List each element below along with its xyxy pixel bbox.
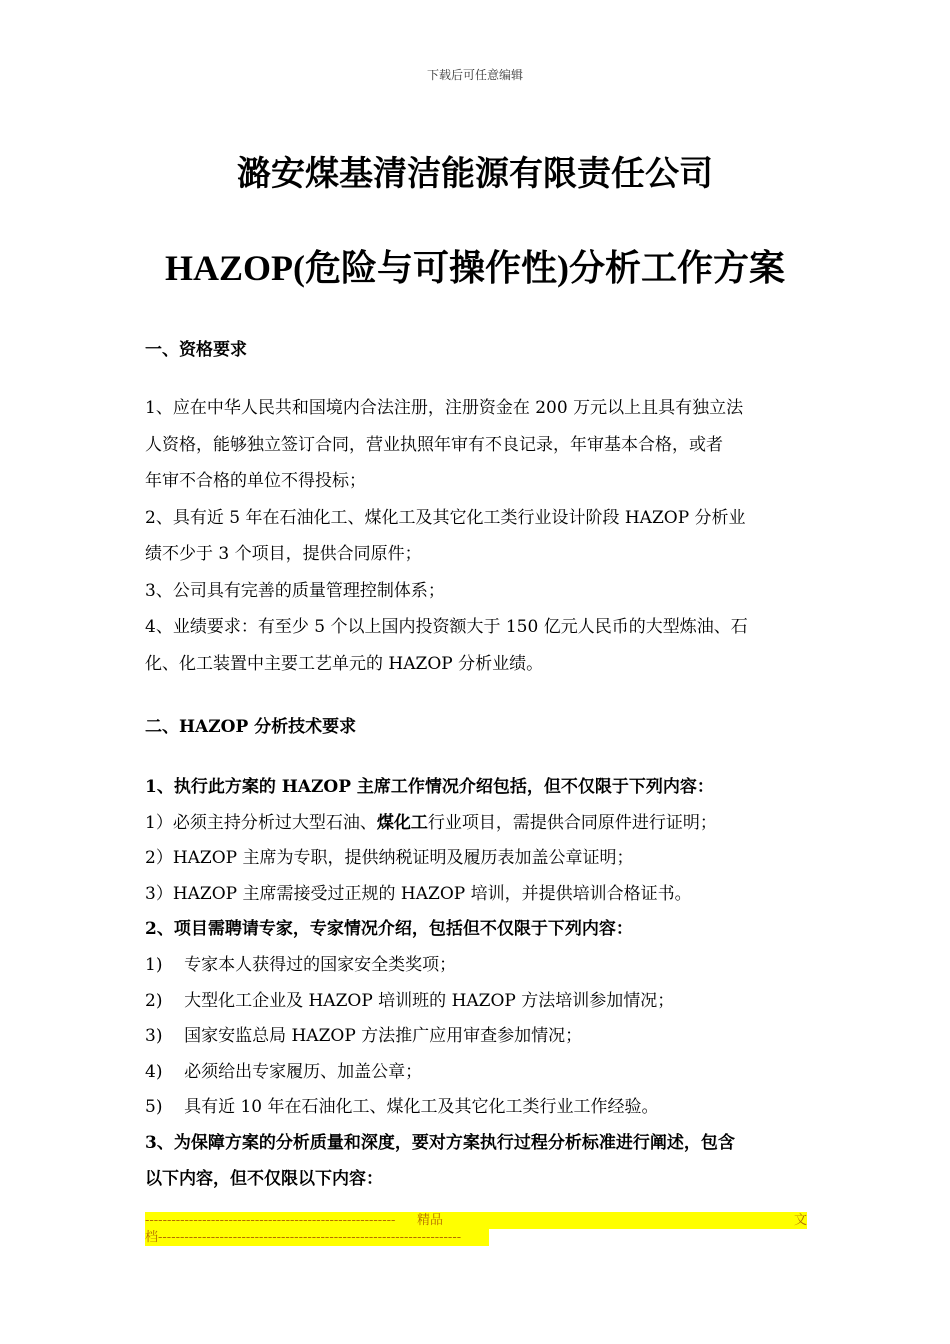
sub2-item: 3) 国家安监总局 HAZOP 方法推广应用审查参加情况； xyxy=(145,1026,583,1047)
section1-body xyxy=(145,390,807,682)
section2-body xyxy=(145,770,807,1197)
sub1-heading: 1、执行此方案的 HAZOP 主席工作情况介绍包括，但不仅限于下列内容： xyxy=(145,777,714,797)
footer-char: 精 xyxy=(417,1213,431,1228)
sub1-item1-emphasis: 煤化工 xyxy=(376,812,428,833)
page-header: 下载后可任意编辑 xyxy=(426,68,523,82)
section1-line: 4、业绩要求：有至少 5 个以上国内投资额大于 150 亿元人民币的大型炼油、石 xyxy=(145,617,748,637)
sub2-item: 5) 具有近 10 年在石油化工、煤化工及其它化工类行业工作经验。 xyxy=(145,1097,659,1118)
footer-char: 文 xyxy=(793,1213,807,1228)
sub2-heading: 2、项目需聘请专家，专家情况介绍，包括但不仅限于下列内容： xyxy=(145,919,633,940)
sub1-item xyxy=(145,806,807,842)
document-title-company: 潞安煤基清洁能源有限责任公司 xyxy=(237,154,713,194)
section2-heading: 二、HAZOP 分析技术要求 xyxy=(145,717,357,737)
footer-char: 品 xyxy=(430,1213,444,1228)
section1-line: 年审不合格的单位不得投标； xyxy=(145,471,366,491)
section1-line: 1、应在中华人民共和国境内合法注册，注册资金在 200 万元以上且具有独立法 xyxy=(145,398,744,418)
footer-row xyxy=(145,1212,807,1229)
section1-heading: 一、资格要求 xyxy=(145,340,247,360)
footer-dashes: --------------------------------------------------------------------- xyxy=(158,1230,462,1245)
sub3-heading-line: 3、为保障方案的分析质量和深度，要对方案执行过程分析标准进行阐述，包含 xyxy=(145,1132,735,1153)
sub1-item1-text: 1）必须主持分析过大型石油、 xyxy=(145,812,377,833)
footer-char: 档 xyxy=(145,1230,159,1245)
page-footer-watermark xyxy=(145,1212,807,1250)
sub2-item: 1) 专家本人获得过的国家安全类奖项； xyxy=(145,954,457,975)
sub2-item: 4) 必须给出专家履历、加盖公章； xyxy=(145,1061,423,1082)
section1-line: 3、公司具有完善的质量管理控制体系； xyxy=(145,580,445,601)
sub3-heading-line: 以下内容，但不仅限以下内容： xyxy=(145,1168,383,1189)
footer-dashes: --------------------------------------------------------- xyxy=(145,1213,396,1228)
section1-line: 化、化工装置中主要工艺单元的 HAZOP 分析业绩。 xyxy=(145,653,544,674)
document-title-plan: HAZOP(危险与可操作性)分析工作方案 xyxy=(165,248,785,288)
footer-row xyxy=(145,1229,489,1246)
sub2-item: 2) 大型化工企业及 HAZOP 培训班的 HAZOP 方法培训参加情况； xyxy=(145,990,675,1011)
section1-line: 人资格，能够独立签订合同，营业执照年审有不良记录，年审基本合格，或者 xyxy=(145,434,723,455)
sub1-item1-text-end: 行业项目，需提供合同原件进行证明； xyxy=(427,812,717,833)
section1-line: 绩不少于 3 个项目，提供合同原件； xyxy=(145,544,422,564)
section1-line: 2、具有近 5 年在石油化工、煤化工及其它化工类行业设计阶段 HAZOP 分析业 xyxy=(145,507,746,528)
sub1-item: 3）HAZOP 主席需接受过正规的 HAZOP 培训，并提供培训合格证书。 xyxy=(145,883,692,904)
sub1-item: 2）HAZOP 主席为专职，提供纳税证明及履历表加盖公章证明； xyxy=(145,848,634,869)
